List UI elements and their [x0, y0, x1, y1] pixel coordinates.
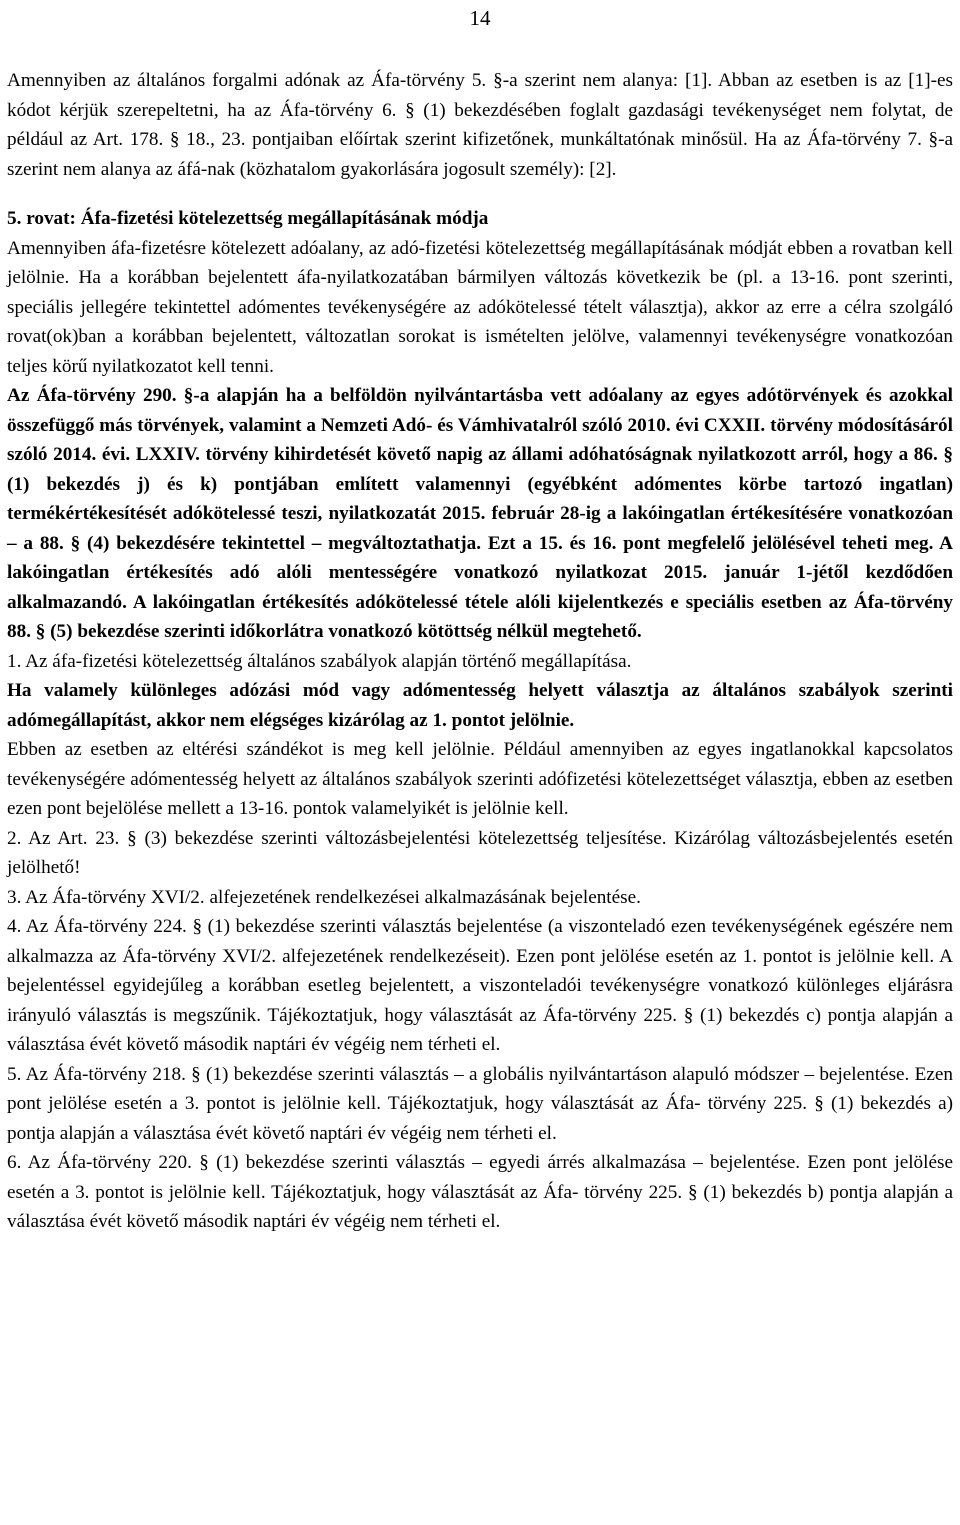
section-5-bold-notice: Az Áfa-törvény 290. §-a alapján ha a belföldön nyilvántartásba vett adóalany az egyes adótörvények és azokkal összefüggő más törvények, valamint a Nemzeti Adó- és Vámhivatalról szóló 2010. évi CXXII. törvény módosításáról szóló 2014. évi. LXXIV. törvény kihirdetését követő napig az állami adóhatóságnak nyilatkozott arról, hogy a 86. § (1) bekezdés j) és k) pontjában említett valamennyi (egyébként adómentes körbe tartozó ingatlan) termékértékesítését adókötelessé teszi, nyilatkozatát 2015. február 28-ig a lakóingatlan értékesítésére vonatkozóan – a 88. § (4) bekezdésére tekintettel – megváltoztathatja. Ezt a 15. és 16. pont megfelelő jelölésével teheti meg. A lakóingatlan értékesítés adó alóli mentességére vonatkozó nyilatkozat 2015. január 1-jétől kezdődően alkalmazandó. A lakóingatlan értékesítés adókötelessé tétele alóli kijelentkezés e speciális esetben az Áfa-törvény 88. § (5) bekezdése szerinti időkorlátra vonatkozó kötöttség nélkül megtehető.: [7, 385, 953, 642]
page-number: 14: [469, 6, 491, 30]
section-5-description: Amennyiben áfa-fizetésre kötelezett adóalany, az adó-fizetési kötelezettség megállapításának módját ebben a rovatban kell jelölnie. Ha a korábban bejelentett áfa-nyilatkozatában bármilyen változás következik be (pl. a 13-16. pont szerinti, speciális jellegére tekintettel adómentes tevékenységére az adókötelessé tételt választja), akkor az erre a célra szolgáló rovat(ok)ban a korábban bejelentett, változatlan sorokat is ismételten jelölve, valamennyi tevékenységre vonatkozóan teljes körű nyilatkozatot kell tenni.: [7, 237, 953, 377]
list-item-5: 5. Az Áfa-törvény 218. § (1) bekezdése szerinti választás – a globális nyilvántartáson alapuló módszer – bejelentése. Ezen pont jelölése esetén a 3. pontot is jelölnie kell. Tájékoztatjuk, hogy választását az Áfa- törvény 225. § (1) bekezdés a) pontja alapján a választása évét követő naptári év végéig nem térheti el.: [7, 1063, 953, 1144]
list-item-2: 2. Az Art. 23. § (3) bekezdése szerinti változásbejelentési kötelezettség teljesítése. Kizárólag változásbejelentés esetén jelölhető!: [7, 827, 953, 878]
list-item-6: 6. Az Áfa-törvény 220. § (1) bekezdése szerinti választás – egyedi árrés alkalmazása – bejelentése. Ezen pont jelölése esetén a 3. pontot is jelölnie kell. Tájékoztatjuk, hogy választását az Áfa- törvény 225. § (1) bekezdés b) pontja alapján a választása évét követő második naptári év végéig nem térheti el.: [7, 1152, 953, 1232]
list-item-3: 3. Az Áfa-törvény XVI/2. alfejezetének rendelkezései alkalmazásának bejelentése.: [7, 886, 641, 908]
list-item-1-bold-note: Ha valamely különleges adózási mód vagy adómentesség helyett választja az általános szabályok szerinti adómegállapítást, akkor nem elégséges kizárólag az 1. pontot jelölnie.: [7, 680, 953, 731]
list-item-4: 4. Az Áfa-törvény 224. § (1) bekezdése szerinti választás bejelentése (a viszonteladó ezen tevékenységének egészére nem alkalmazza az Áfa-törvény XVI/2. alfejezetének rendelkezéseit). Ezen pont jelölése esetén az 1. pontot is jelölnie kell. A bejelentéssel egyidejűleg a korábban esetleg bejelentett, a viszonteladói tevékenységre vonatkozó különleges eljárásra irányuló választás is megszűnik. Tájékoztatjuk, hogy választását az Áfa-törvény 225. § (1) bekezdés c) pontja alapján a választása évét követő második naptári év végéig nem térheti el.: [7, 916, 953, 1055]
list-item-1: 1. Az áfa-fizetési kötelezettség általános szabályok alapján történő megállapítása.: [7, 650, 632, 672]
list-item-1-details: Ebben az esetben az eltérési szándékot is meg kell jelölnie. Például amennyiben az egyes ingatlanokkal kapcsolatos tevékenységére adómentesség helyett az általános szabályok szerinti adófizetési kötelezettséget választja, ebben az esetben ezen pont bejelölése mellett a 13-16. pontok valamelyikét is jelölnie kell.: [7, 739, 953, 819]
section-5-heading: 5. rovat: Áfa-fizetési kötelezettség megállapításának módja: [7, 208, 489, 229]
document-body: [7, 66, 953, 1237]
intro-paragraph: Amennyiben az általános forgalmi adónak az Áfa-törvény 5. §-a szerint nem alanya: [1]. Abban az esetben is az [1]-es kódot kérjük szerepeltetni, ha az Áfa-törvény 6. § (1) bekezdésében foglalt gazdasági tevékenységet nem folytat, de például az Art. 178. § 18., 23. pontjaiban előírtak szerint kifizetőnek, munkáltatónak minősül. Ha az Áfa-törvény 7. §-a szerint nem alanya az áfá-nak (közhatalom gyakorlására jogosult személy): [2].: [7, 70, 953, 180]
